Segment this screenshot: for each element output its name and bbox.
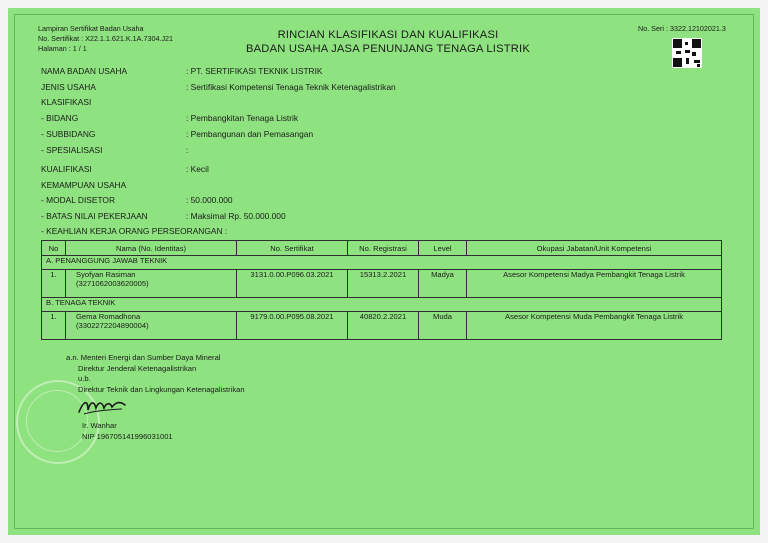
person-id: (3271062003620005) <box>76 279 149 288</box>
person-name: Syofyan Rasiman <box>76 270 136 279</box>
serial-number: No. Seri : 3322.12102021.3 <box>638 24 726 33</box>
cell-nama <box>66 270 237 298</box>
field-label-bidang: - BIDANG <box>41 113 79 123</box>
cell-no: 1. <box>42 270 66 298</box>
attachment-title: Lampiran Sertifikat Badan Usaha <box>38 24 144 33</box>
cell-registrasi: 15313.2.2021 <box>348 270 419 298</box>
table-row <box>42 270 722 298</box>
col-header-registrasi: No. Registrasi <box>348 241 419 256</box>
cell-okupasi: Asesor Kompetensi Madya Pembangkit Tenaga Listrik <box>467 270 722 298</box>
cell-okupasi: Asesor Kompetensi Muda Pembangkit Tenaga Listrik <box>467 312 722 340</box>
field-label-kemampuan: KEMAMPUAN USAHA <box>41 180 127 190</box>
attachment-info <box>38 24 173 54</box>
field-value-kualifikasi: : Kecil <box>186 164 209 174</box>
person-id: (3302272204890004) <box>76 321 149 330</box>
cell-nama <box>66 312 237 340</box>
field-value-subbidang: : Pembangunan dan Pemasangan <box>186 129 314 139</box>
field-value-spesialisasi: : <box>186 145 189 155</box>
certificate-number: No. Sertifikat : X22.1.1.621.K.1A.7304.J21 <box>38 34 174 43</box>
table-section-row <box>42 256 722 270</box>
cell-level: Muda <box>419 312 467 340</box>
title-line-2: BADAN USAHA JASA PENUNJANG TENAGA LISTRIK <box>245 43 531 55</box>
cell-level: Madya <box>419 270 467 298</box>
section-title: A. PENANGGUNG JAWAB TEKNIK <box>42 256 722 270</box>
table-row <box>42 312 722 340</box>
signature-line-1: a.n. Menteri Energi dan Sumber Daya Mineral <box>66 353 221 362</box>
field-label-spesialisasi: - SPESIALISASI <box>41 145 103 155</box>
table-header-row <box>42 241 722 256</box>
col-header-no: No <box>42 241 66 256</box>
field-value-batas: : Maksimal Rp. 50.000.000 <box>186 211 286 221</box>
field-label-keahlian: - KEAHLIAN KERJA ORANG PERSEORANGAN : <box>41 226 228 236</box>
qr-code-icon <box>672 38 702 68</box>
field-label-modal: - MODAL DISETOR <box>41 195 115 205</box>
field-label-kualifikasi: KUALIFIKASI <box>41 164 92 174</box>
table-section-row <box>42 298 722 312</box>
document-title <box>228 28 548 56</box>
certificate-page <box>8 8 760 535</box>
cell-registrasi: 40820.2.2021 <box>348 312 419 340</box>
field-value-modal: : 50.000.000 <box>186 195 233 205</box>
col-header-sertifikat: No. Sertifikat <box>237 241 348 256</box>
section-title: B. TENAGA TEKNIK <box>42 298 722 312</box>
signature-line-2: Direktur Jenderal Ketenagalistrikan <box>78 363 197 373</box>
field-label-subbidang: - SUBBIDANG <box>41 129 96 139</box>
field-label-klasifikasi: KLASIFIKASI <box>41 97 92 107</box>
cell-sertifikat: 3131.0.00.P096.03.2021 <box>237 270 348 298</box>
col-header-okupasi: Okupasi Jabatan/Unit Kompetensi <box>467 241 722 256</box>
signatory-name: Ir. Wanhar <box>82 421 117 430</box>
field-value-jenis: : Sertifikasi Kompetensi Tenaga Teknik Ketenagalistrikan <box>186 82 396 92</box>
col-header-nama: Nama (No. Identitas) <box>66 241 237 256</box>
field-label-jenis: JENIS USAHA <box>41 82 96 92</box>
signature-line-4: Direktur Teknik dan Lingkungan Ketenagalistrikan <box>78 384 245 394</box>
title-line-1: RINCIAN KLASIFIKASI DAN KUALIFIKASI <box>277 29 499 41</box>
handwritten-signature-icon <box>76 396 128 418</box>
personnel-table <box>41 240 722 340</box>
col-header-level: Level <box>419 241 467 256</box>
person-name: Gema Romadhona <box>76 312 141 321</box>
cell-sertifikat: 9179.0.00.P095.08.2021 <box>237 312 348 340</box>
signature-line-3: u.b. <box>78 374 91 383</box>
signatory <box>82 421 173 442</box>
field-label-batas: - BATAS NILAI PEKERJAAN <box>41 211 148 221</box>
signatory-nip: NIP 196705141996031001 <box>82 431 173 441</box>
page-number: Halaman : 1 / 1 <box>38 44 87 53</box>
field-value-bidang: : Pembangkitan Tenaga Listrik <box>186 113 299 123</box>
signature-block <box>66 353 245 395</box>
field-label-nama: NAMA BADAN USAHA <box>41 66 128 76</box>
cell-no: 1. <box>42 312 66 340</box>
field-value-nama: : PT. SERTIFIKASI TEKNIK LISTRIK <box>186 66 323 76</box>
